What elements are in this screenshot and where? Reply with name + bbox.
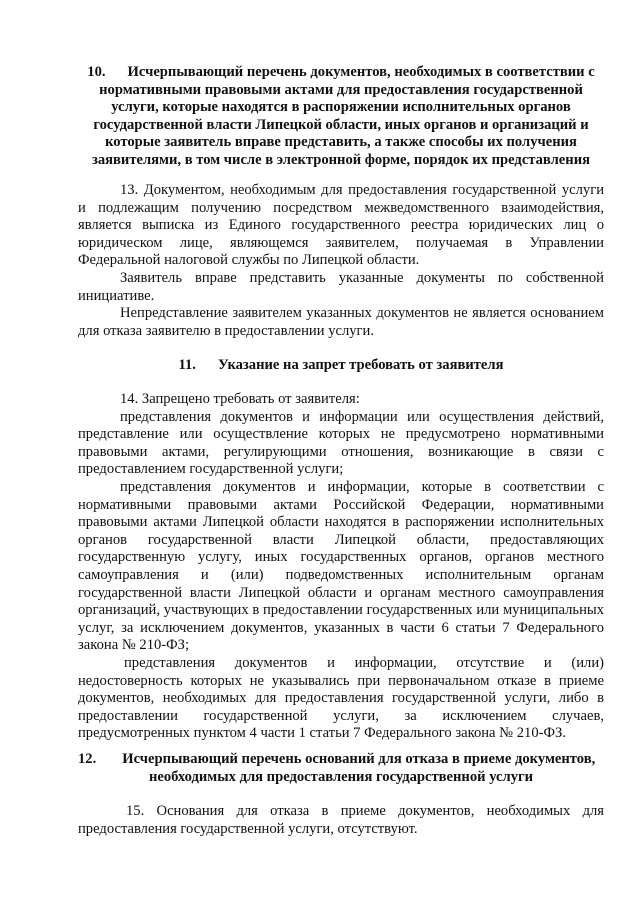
paragraph-13-right: Заявитель вправе представить указанные документы по собственной инициативе. [78, 269, 604, 304]
paragraph-14-item-2: представления документов и информации, которые в соответствии с нормативными правовыми актами Российской Федерации, нормативными правовыми актами Липецкой области находятся в распоряжении исполнительных органов государственной власти Липецкой области, предоставляющих государственную услугу, иных государственных органов, органов местного самоуправления и (или) подведомственных исполнительным органам государственной власти Липецкой области и органам местного самоуправления организаций, участвующих в предоставлении государственных или муниципальных услуг, за исключением документов, указанных в части 6 статьи 7 Федерального закона № 210-ФЗ; [78, 478, 604, 654]
paragraph-14-item-1: представления документов и информации или осуществления действий, представление или осуществление которых не предусмотрено нормативными правовыми актами, регулирующими отношения, возникающие в связи с предоставлением государственной услуги; [78, 408, 604, 478]
section-10-title-rest: нормативными правовыми актами для предоставления государственной услуги, которые находятся в распоряжении исполнительных органов государственной власти Липецкой области, иных органов и организаций и которые заявитель вправе представить, а также способы их получения заявителями, в том числе в электронной форме, порядок их представления [91, 81, 591, 168]
paragraph-15 [78, 803, 604, 838]
section-12-heading [78, 751, 604, 786]
section-11-heading [78, 357, 604, 375]
section-10-number: 10. [87, 64, 106, 80]
paragraph-13-non-submission: Непредставление заявителем указанных документов не является основанием для отказа заявителю в предоставлении услуги. [78, 305, 604, 339]
section-10-title-line1: Исчерпывающий перечень документов, необходимых в соответствии с [127, 64, 595, 80]
paragraph-15-text: 15. Основания для отказа в приеме документов, необходимых для предоставления государственной услуги, отсутствуют. [78, 803, 604, 837]
section-12-number: 12. [78, 751, 97, 767]
paragraph-14-item-3: представления документов и информации, отсутствие и (или) недостоверность которых не указывались при первоначальном отказе в приеме документов, необходимых для предоставления государственной услуги, либо в предоставлении государственной услуги, за исключением случаев, предусмотренных пунктом 4 части 1 статьи 7 Федерального закона № 210-ФЗ. [78, 654, 604, 742]
paragraph-13-text: 13. Документом, необходимым для предоставления государственной услуги и подлежащим получению посредством межведомственного взаимодействия, является выписка из Единого государственного реестра юридических лиц о юридическом лице, являющемся заявителем, получаемая в Управлении Федеральной налоговой службы по Липецкой области. [78, 182, 604, 269]
section-12-title-line1: Исчерпывающий перечень оснований для отказа в приеме документов, [122, 751, 596, 767]
paragraph-13 [78, 182, 604, 340]
paragraph-14-intro: 14. Запрещено требовать от заявителя: [120, 391, 360, 407]
section-12-title-line2: необходимых для предоставления государственной услуги [148, 768, 534, 785]
section-11-title: Указание на запрет требовать от заявителя [217, 357, 504, 373]
paragraph-14 [78, 391, 604, 743]
section-10-heading [78, 64, 604, 170]
section-11-number: 11. [178, 357, 196, 373]
